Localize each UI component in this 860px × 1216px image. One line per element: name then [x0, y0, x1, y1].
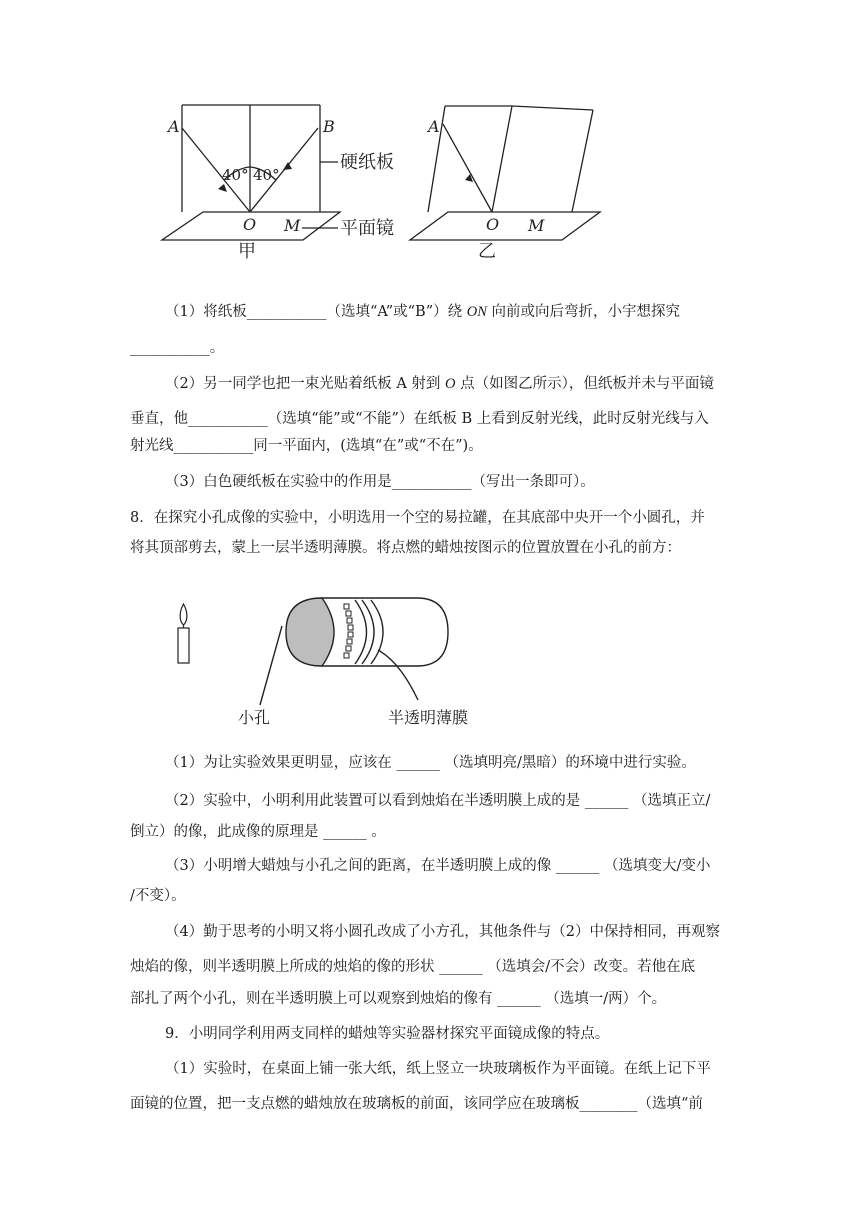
label-O-right: O: [486, 215, 500, 234]
label-A-right: A: [428, 117, 440, 136]
label-B-left: B: [323, 117, 335, 136]
reflection-figure: [0, 90, 860, 370]
film-label: 半透明薄膜: [388, 708, 469, 727]
q7-part1-line2: ___________。: [130, 340, 225, 356]
q9-part1-line2: 面镜的位置，把一支点燃的蜡烛放在玻璃板的前面，该同学应在玻璃板________（选填“前: [130, 1096, 703, 1112]
candle: [178, 604, 189, 663]
q9-stem: 9．小明同学利用两支同样的蜡烛等实验器材探究平面镜成像的特点。: [165, 1026, 610, 1042]
q8-part4-line3: 部扎了两个小孔，则在半透明膜上可以观察到烛焰的像有 ______ （选填一/两）个。: [130, 991, 667, 1007]
hole-label: 小孔: [238, 708, 271, 727]
label-A-left: A: [168, 117, 180, 136]
arrow-reflected-left: [283, 162, 292, 170]
q9-part1-line1: （1）实验时，在桌面上铺一张大纸，纸上竖立一块玻璃板作为平面镜。在纸上记下平: [165, 1061, 711, 1077]
incident-ray-right: [443, 124, 492, 212]
can-bottom: [286, 598, 334, 666]
q7-part2-line1: （2）另一同学也把一束光贴着纸板 A 射到 O 点（如图乙所示），但纸板并未与平面镜: [165, 376, 714, 392]
q7-part2-line2: 垂直，他___________（选填“能”或“不能”）在纸板 B 上看到反射光线，此时反射光线与入: [130, 411, 709, 427]
q7-part1-line1: （1）将纸板___________（选填“A”或“B”）绕 ON 向前或向后弯折，小宇想探究: [165, 304, 680, 320]
label-M-right: M: [528, 216, 545, 235]
angle-label-left: 40°: [222, 166, 249, 184]
q7-part3: （3）白色硬纸板在实验中的作用是___________（写出一条即可）。: [165, 474, 595, 490]
mirror-label: 平面镜: [340, 218, 394, 239]
q7-part2-line3: 射光线___________同一平面内，(选填“在”或“不在”)。: [130, 438, 483, 454]
q8-part1: （1）为让实验效果更明显，应该在 ______ （选填明亮/黑暗）的环境中进行实验。: [165, 755, 696, 771]
q8-stem-line2: 将其顶部剪去，蒙上一层半透明薄膜。将点燃的蜡烛按图示的位置放置在小孔的前方：: [130, 540, 681, 556]
can-body: [322, 598, 448, 666]
caption-jia: 甲: [238, 241, 256, 262]
cardboard-label: 硬纸板: [340, 152, 394, 173]
label-O-left: O: [243, 215, 257, 234]
q8-part4-line1: （4）勤于思考的小明又将小圆孔改成了小方孔，其他条件与（2）中保持相同，再观察: [165, 924, 720, 940]
angle-label-right: 40°: [253, 166, 280, 184]
q8-part2-line2: 倒立）的像，此成像的原理是 ______ 。: [130, 824, 386, 840]
q8-part3-line2: /不变）。: [130, 888, 186, 904]
caption-yi: 乙: [478, 241, 496, 262]
q8-stem-line1: 8．在探究小孔成像的实验中，小明选用一个空的易拉罐，在其底部中央开一个小圆孔，并: [130, 510, 705, 526]
label-M-left: M: [284, 216, 301, 235]
q8-part3-line1: （3）小明增大蜡烛与小孔之间的距离，在半透明膜上成的像 ______ （选填变大/变小: [165, 858, 711, 874]
pinhole-figure: [0, 592, 860, 742]
q8-part4-line2: 烛焰的像，则半透明膜上所成的烛焰的像的形状 ______ （选填会/不会）改变。若他在底: [130, 959, 696, 975]
arrow-incident-left: [218, 184, 227, 192]
mirror-plane-right: [410, 212, 600, 240]
q8-part2-line1: （2）实验中，小明利用此装置可以看到烛焰在半透明膜上成的是 ______ （选填正立/: [165, 793, 711, 809]
